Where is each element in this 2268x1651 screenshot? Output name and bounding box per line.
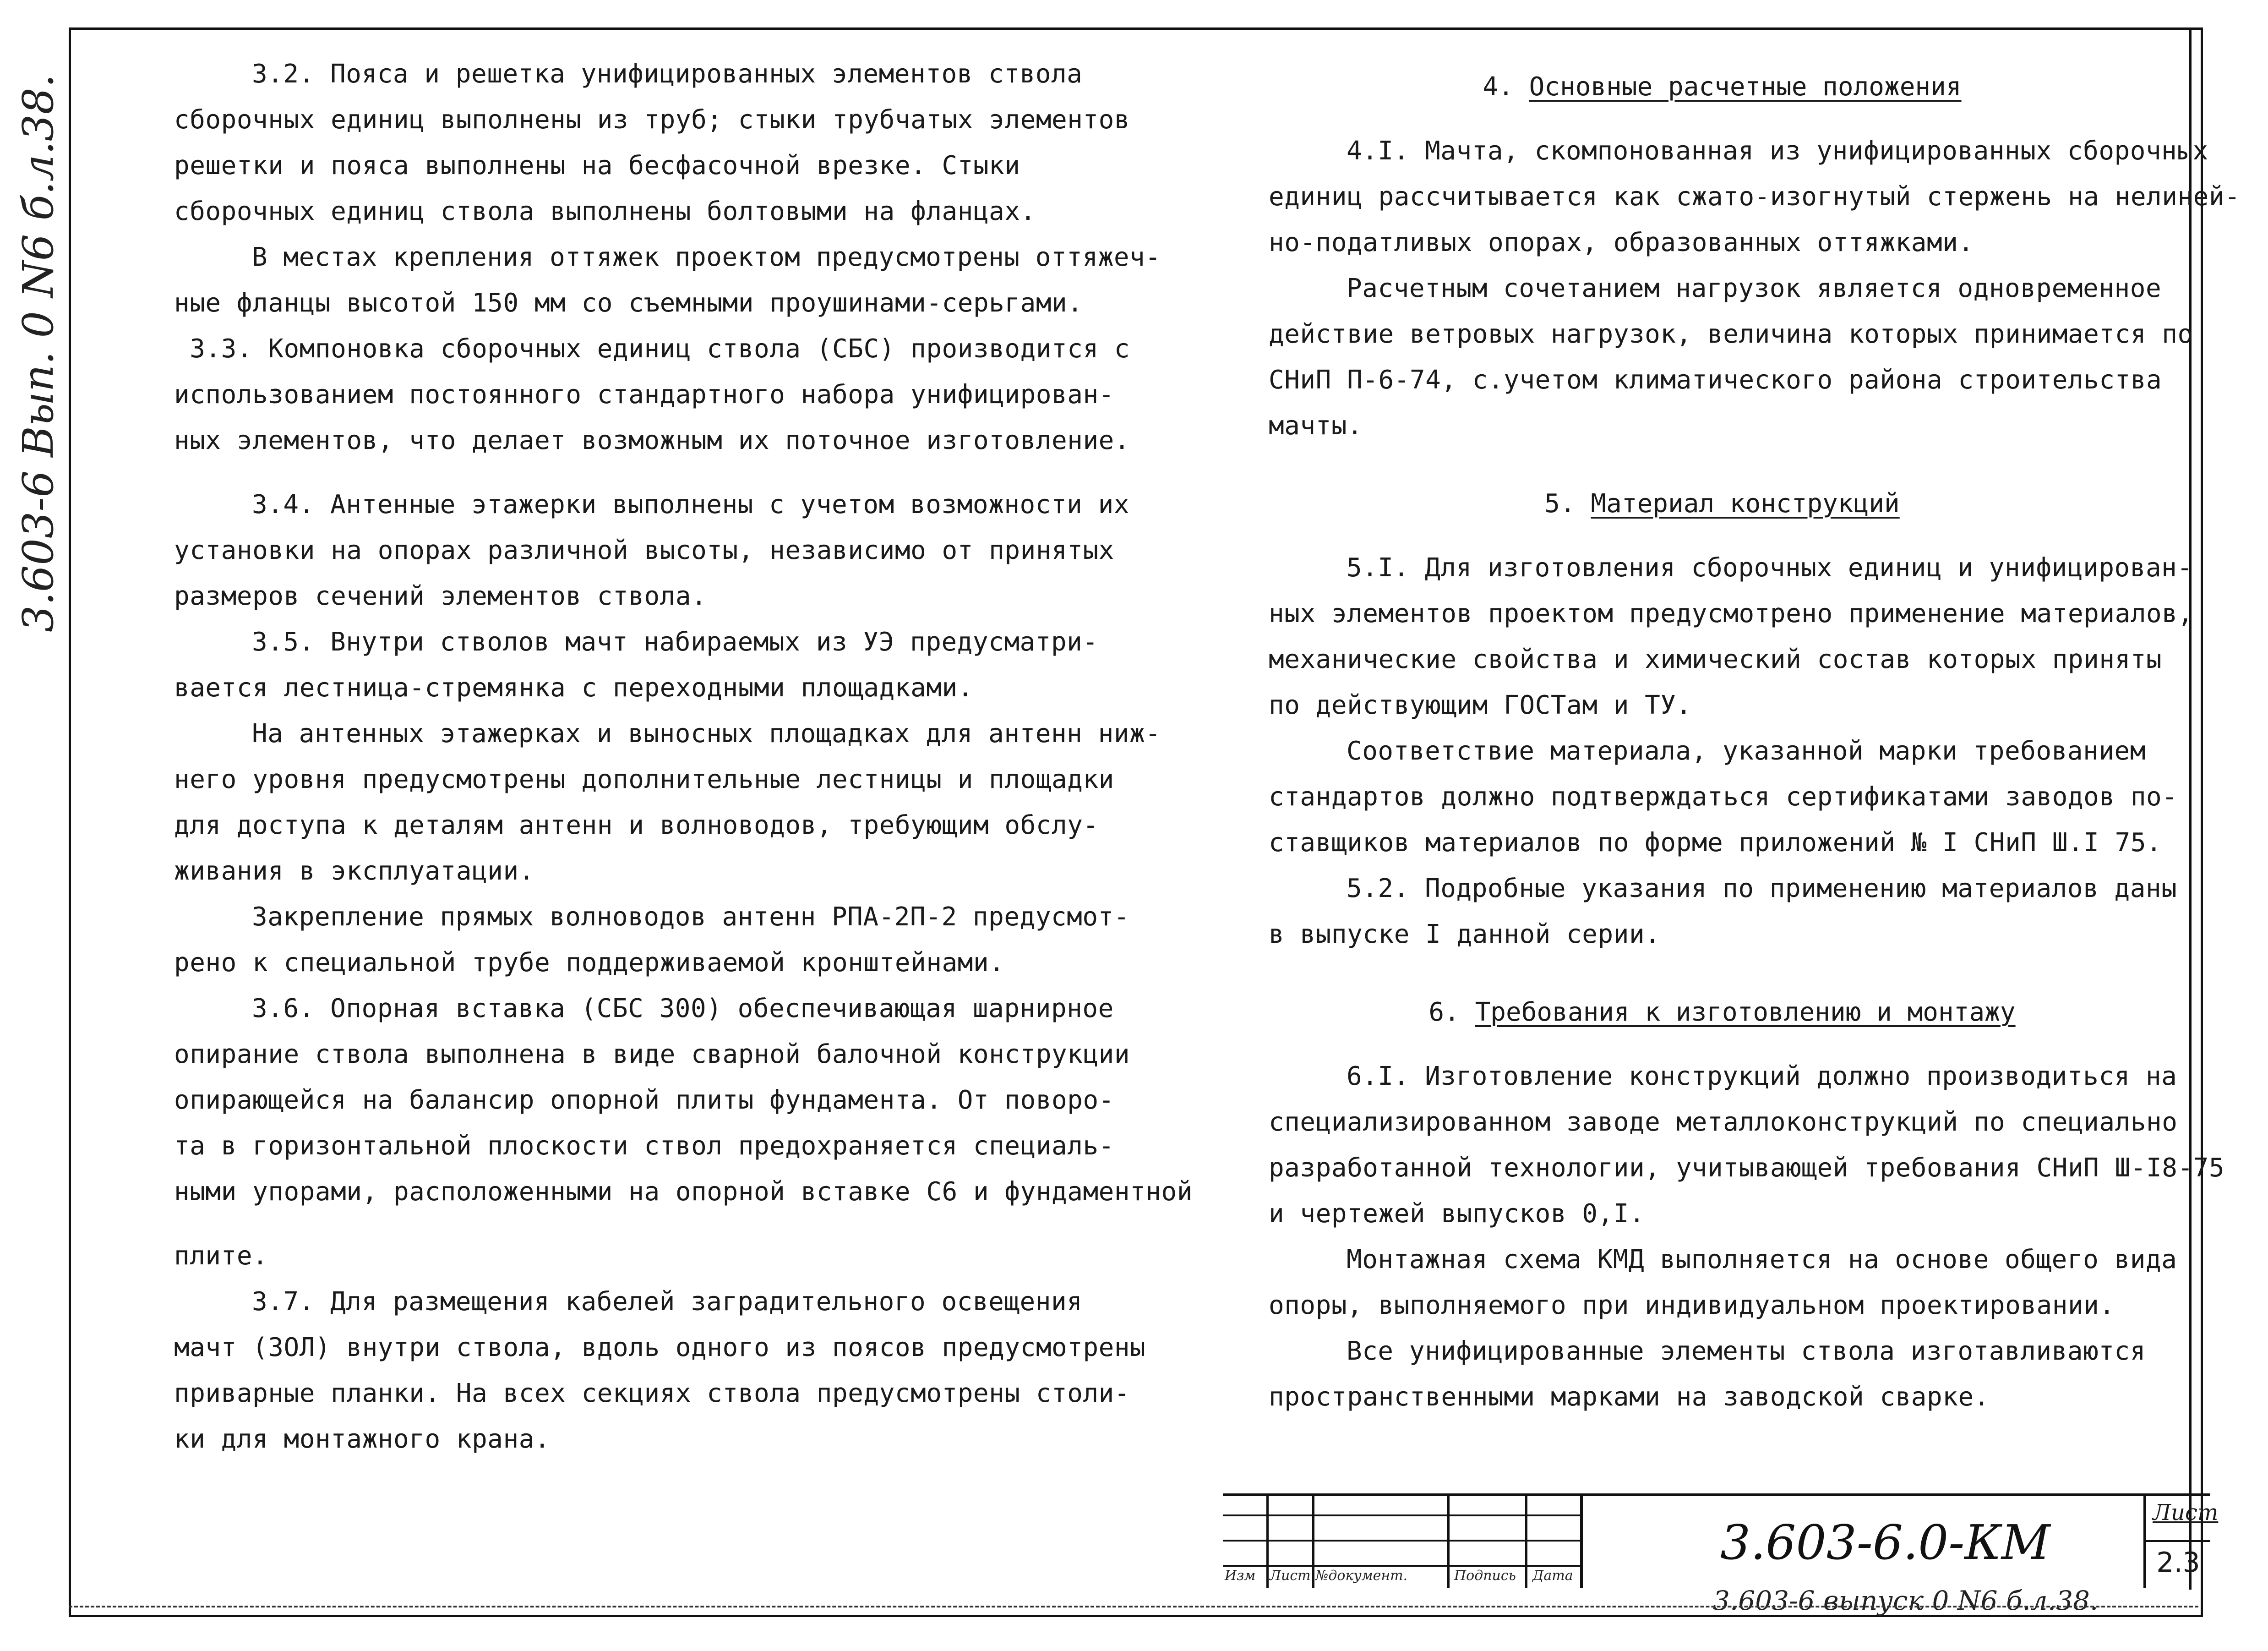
text-line: ставщиков материалов по форме приложений № I СНиП Ш.I 75. — [1269, 828, 2162, 858]
text-line: опоры, выполняемого при индивидуальном проектировании. — [1269, 1290, 2115, 1320]
text-line: в выпуске I данной серии. — [1269, 919, 1661, 949]
heading-gap — [1269, 527, 2175, 545]
caption-list: Лист — [1270, 1568, 1311, 1584]
section-gap — [1269, 449, 2175, 481]
section-heading — [1269, 64, 2175, 110]
drawing-frame-right-rule — [2189, 27, 2192, 1590]
text-line: решетки и пояса выполнены на бесфасочной врезке. Стыки — [174, 151, 1020, 180]
text-line: пространственными марками на заводской сварке. — [1269, 1382, 1990, 1412]
title-main-cell — [1580, 1493, 2146, 1588]
text-line: опирание ствола выполнена в виде сварной балочной конструкции — [174, 1039, 1130, 1069]
text-line: плите. — [174, 1241, 268, 1271]
sheet-cell — [2143, 1493, 2219, 1588]
bottom-cut-line — [69, 1606, 2198, 1607]
text-line: ки для монтажного крана. — [174, 1424, 551, 1454]
title-block — [1223, 1493, 2219, 1585]
text-line: ных элементов проектом предусмотрено применение материалов, — [1269, 599, 2193, 629]
text-line: действие ветровых нагрузок, величина которых принимается по — [1269, 319, 2193, 349]
side-stamp: 3.603-6 Вып. 0 N6 б.л.38. — [14, 74, 63, 632]
section-heading — [1269, 990, 2175, 1035]
text-line: ными упорами, расположенными на опорной вставке С6 и фундаментной — [174, 1177, 1193, 1207]
section-title: Материал конструкций — [1591, 489, 1900, 519]
section-heading — [1269, 481, 2175, 527]
paragraph-gap — [174, 464, 1145, 482]
text-line: 5.2. Подробные указания по применению материалов даны — [1347, 874, 2177, 903]
heading-gap — [1269, 110, 2175, 128]
left-column — [174, 51, 1193, 1462]
text-line: ные фланцы высотой 150 мм со съемными проушинами-серьгами. — [174, 288, 1083, 318]
text-line: установки на опорах различной высоты, независимо от принятых — [174, 536, 1114, 565]
section-number: 4. — [1483, 72, 1529, 102]
section-title: Основные расчетные положения — [1529, 72, 1962, 102]
revision-captions — [1223, 1565, 1580, 1588]
text-line: стандартов должно подтверждаться сертификатами заводов по- — [1269, 782, 2178, 812]
text-line: 3.7. Для размещения кабелей заградительного освещения — [252, 1287, 1083, 1317]
text-line: Закрепление прямых волноводов антенн РПА-2П-2 предусмот- — [252, 902, 1130, 932]
text-line: 3.6. Опорная вставка (СБС 300) обеспечивающая шарнирное — [252, 994, 1114, 1023]
text-line: и чертежей выпусков 0,I. — [1269, 1199, 1645, 1229]
text-line: 4.I. Мачта, скомпонованная из унифицированных сборочных — [1347, 136, 2208, 166]
text-line: Все унифицированные элементы ствола изготавливаются — [1347, 1336, 2146, 1366]
bottom-stamp: 3.603-6 выпуск 0 N6 б.л.38. — [1713, 1585, 2099, 1616]
text-line: 3.3. Компоновка сборочных единиц ствола (СБС) производится с — [174, 334, 1130, 364]
text-line: единиц рассчитывается как сжато-изогнутый стержень на нелиней- — [1269, 182, 2241, 212]
text-line: Расчетным сочетанием нагрузок является одновременное — [1347, 273, 2162, 303]
text-line: В местах крепления оттяжек проектом предусмотрены оттяжеч- — [252, 242, 1161, 272]
text-line: использованием постоянного стандартного набора унифицирован- — [174, 380, 1114, 410]
revision-grid — [1223, 1493, 1580, 1588]
text-line: вается лестница-стремянка с переходными площадками. — [174, 673, 973, 703]
text-line: СНиП П-6-74, с.учетом климатического района строительства — [1269, 365, 2162, 395]
text-line: рено к специальной трубе поддерживаемой кронштейнами. — [174, 948, 1005, 978]
caption-date: Дата — [1532, 1568, 1573, 1584]
heading-gap — [1269, 1035, 2175, 1054]
section-gap — [1269, 957, 2175, 990]
text-line: та в горизонтальной плоскости ствол предохраняется специаль- — [174, 1131, 1114, 1161]
text-line: мачт (ЗОЛ) внутри ствола, вдоль одного из поясов предусмотрены — [174, 1333, 1146, 1362]
text-line: 3.5. Внутри стволов мачт набираемых из УЭ предусматри- — [252, 627, 1098, 657]
text-line: Монтажная схема КМД выполняется на основе общего вида — [1347, 1245, 2177, 1274]
text-line: сборочных единиц выполнены из труб; стыки трубчатых элементов — [174, 105, 1130, 135]
caption-signature: Подпись — [1454, 1568, 1516, 1584]
text-line: На антенных этажерках и выносных площадках для антенн ниж- — [252, 719, 1161, 749]
section-title: Требования к изготовлению и монтажу — [1475, 997, 2016, 1027]
text-line: но-податливых опорах, образованных оттяжками. — [1269, 228, 1974, 257]
section-number: 6. — [1428, 997, 1475, 1027]
text-line: Соответствие материала, указанной марки требованием — [1347, 736, 2146, 766]
document-code: 3.603-6.0-КМ — [1720, 1514, 2050, 1570]
section-number: 5. — [1544, 489, 1591, 519]
paragraph-gap — [174, 1215, 1145, 1233]
text-line: механические свойства и химический состав которых приняты — [1269, 645, 2162, 674]
caption-document: №документ. — [1315, 1568, 1408, 1584]
text-line: разработанной технологии, учитывающей требования СНиП Ш-I8-75 — [1269, 1153, 2225, 1183]
text-line: 5.I. Для изготовления сборочных единиц и унифицирован- — [1347, 553, 2193, 583]
text-line: размеров сечений элементов ствола. — [174, 581, 707, 611]
text-line: живания в эксплуатации. — [174, 856, 534, 886]
caption-izm: Изм — [1225, 1568, 1256, 1584]
text-line: по действующим ГОСТам и ТУ. — [1269, 690, 1692, 720]
right-column — [1269, 64, 2241, 1420]
text-line: приварные планки. На всех секциях ствола предусмотрены столи- — [174, 1378, 1130, 1408]
text-line: 3.4. Антенные этажерки выполнены с учетом возможности их — [252, 490, 1130, 519]
text-line: 3.2. Пояса и решетка унифицированных элементов ствола — [252, 59, 1083, 89]
text-line: ных элементов, что делает возможным их поточное изготовление. — [174, 426, 1130, 455]
text-line: 6.I. Изготовление конструкций должно производиться на — [1347, 1061, 2177, 1091]
sheet-label: Лист — [2153, 1500, 2219, 1525]
text-line: для доступа к деталям антенн и волноводов, требующим обслу- — [174, 810, 1099, 840]
text-line: сборочных единиц ствола выполнены болтовыми на фланцах. — [174, 197, 1036, 226]
text-line: него уровня предусмотрены дополнительные лестницы и площадки — [174, 765, 1114, 794]
text-line: специализированном заводе металлоконструкций по специально — [1269, 1107, 2178, 1137]
sheet-number: 2.3 — [2146, 1540, 2210, 1583]
text-line: опирающейся на балансир опорной плиты фундамента. От поворо- — [174, 1085, 1114, 1115]
text-line: мачты. — [1269, 411, 1363, 441]
